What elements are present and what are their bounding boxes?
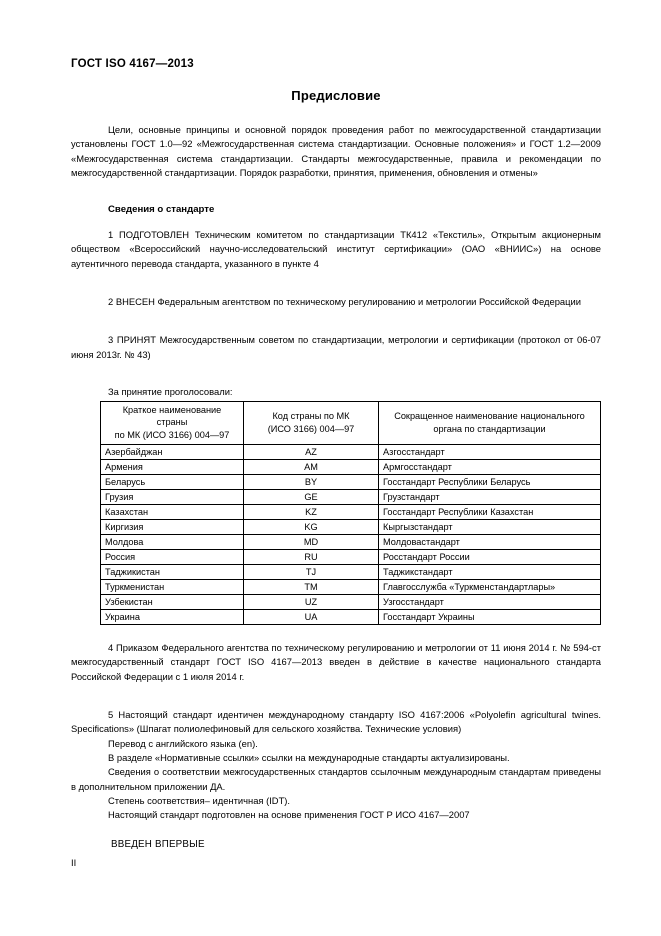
cell-country: Грузия bbox=[101, 490, 244, 505]
page-number: II bbox=[71, 857, 77, 868]
column-header-code-line1: Код страны по МК bbox=[272, 411, 350, 422]
line-basis-standard: Настоящий стандарт подготовлен на основе применения ГОСТ Р ИСО 4167—2007 bbox=[108, 809, 470, 821]
cell-country: Туркменистан bbox=[101, 580, 244, 595]
cell-country: Беларусь bbox=[101, 475, 244, 490]
cell-standards-body: Молдовастандарт bbox=[379, 535, 601, 550]
cell-standards-body: Узгосстандарт bbox=[379, 595, 601, 610]
cell-country-code: UA bbox=[244, 610, 379, 625]
table-row bbox=[101, 550, 601, 565]
cell-country: Киргизия bbox=[101, 520, 244, 535]
page-title: Предисловие bbox=[291, 88, 381, 103]
paragraph-item-1: 1 ПОДГОТОВЛЕН Техническим комитетом по стандартизации ТК412 «Текстиль», Открытым акционерным обществом «Всероссийский научно-исследовательский институт сертификации» (ОАО «ВНИИС») на основе аутентичного перевода стандарта, указанного в пункте 4 bbox=[71, 229, 601, 269]
line-normative-references: В разделе «Нормативные ссылки» ссылки на международные стандарты актуализированы. bbox=[108, 751, 510, 763]
cell-country-code: TJ bbox=[244, 565, 379, 580]
cell-country-code: TM bbox=[244, 580, 379, 595]
cell-country-code: BY bbox=[244, 475, 379, 490]
cell-standards-body: Главгосслужба «Туркменстандартлары» bbox=[379, 580, 601, 595]
cell-standards-body: Кыргызстандарт bbox=[379, 520, 601, 535]
cell-standards-body: Госстандарт Украины bbox=[379, 610, 601, 625]
table-row bbox=[101, 610, 601, 625]
cell-standards-body: Госстандарт Республики Беларусь bbox=[379, 475, 601, 490]
cell-standards-body: Азгосстандарт bbox=[379, 445, 601, 460]
column-header-code bbox=[244, 401, 379, 444]
cell-country-code: UZ bbox=[244, 595, 379, 610]
column-header-country bbox=[101, 401, 244, 444]
vote-table-body bbox=[101, 445, 601, 625]
cell-country: Украина bbox=[101, 610, 244, 625]
column-header-country-line3: по МК (ИСО 3166) 004—97 bbox=[114, 429, 230, 440]
introduced-first-time: ВВЕДЕН ВПЕРВЫЕ bbox=[111, 839, 205, 851]
table-row bbox=[101, 490, 601, 505]
paragraph-item-2: 2 ВНЕСЕН Федеральным агентством по техническому регулированию и метрологии Российской Федерации bbox=[108, 296, 581, 308]
cell-country: Таджикистан bbox=[101, 565, 244, 580]
table-row bbox=[101, 445, 601, 460]
cell-standards-body: Армгосстандарт bbox=[379, 460, 601, 475]
table-row bbox=[101, 535, 601, 550]
table-row bbox=[101, 460, 601, 475]
paragraph-intro: Цели, основные принципы и основной порядок проведения работ по межгосударственной стандартизации установлены ГОСТ 1.0—92 «Межгосударственная система стандартизации. Основные положения» и ГОСТ 1.2—2009 «Межгосударственная система стандартизации. Стандарты межгосударственные, правила и рекомендации по межгосударственной стандартизации. Порядок разработки, принятия, применения, обновления и отмены» bbox=[71, 124, 601, 178]
column-header-body bbox=[379, 401, 601, 444]
cell-country: Азербайджан bbox=[101, 445, 244, 460]
cell-country-code: KG bbox=[244, 520, 379, 535]
subheading-standard-info: Сведения о стандарте bbox=[108, 204, 215, 216]
column-header-code-line2: (ИСО 3166) 004—97 bbox=[267, 423, 355, 434]
cell-standards-body: Таджикстандарт bbox=[379, 565, 601, 580]
paragraph-item-4: 4 Приказом Федерального агентства по техническому регулированию и метрологии от 11 июня 2014 г. № 594-ст межгосударственный стандарт ГОСТ ISO 4167—2013 введен в действие в качестве национального стандарта Российской Федерации с 1 июля 2014 г. bbox=[71, 642, 601, 682]
paragraph-item-3: 3 ПРИНЯТ Межгосударственным советом по стандартизации, метрологии и сертификации (протокол от 06-07 июня 2013г. № 43) bbox=[71, 334, 601, 360]
table-row bbox=[101, 475, 601, 490]
column-header-body-line2: органа по стандартизации bbox=[433, 423, 546, 434]
cell-country: Казахстан bbox=[101, 505, 244, 520]
cell-country: Россия bbox=[101, 550, 244, 565]
column-header-body-line1: Сокращенное наименование национального bbox=[394, 411, 585, 422]
cell-country-code: AM bbox=[244, 460, 379, 475]
cell-standards-body: Грузстандарт bbox=[379, 490, 601, 505]
line-translation: Перевод с английского языка (en). bbox=[108, 737, 258, 749]
item-5-block bbox=[71, 708, 601, 822]
paragraph-item-5: 5 Настоящий стандарт идентичен международному стандарту ISO 4167:2006 «Polyolefin agricultural twines. Specifications» (Шпагат полиолефиновый для сельского хозяйства. Технические условия) bbox=[71, 709, 601, 735]
cell-standards-body: Госстандарт Республики Казахстан bbox=[379, 505, 601, 520]
column-header-country-line2: страны bbox=[156, 417, 188, 428]
line-conformity: Сведения о соответствии межгосударственных стандартов ссылочным международным стандартам приведены в дополнительном приложении ДА. bbox=[71, 766, 601, 792]
cell-country-code: RU bbox=[244, 550, 379, 565]
document-standard-number: ГОСТ ISO 4167—2013 bbox=[71, 58, 194, 70]
page-content bbox=[71, 58, 601, 853]
table-row bbox=[101, 505, 601, 520]
cell-country: Армения bbox=[101, 460, 244, 475]
cell-standards-body: Росстандарт России bbox=[379, 550, 601, 565]
line-degree-of-conformity: Степень соответствия– идентичная (IDT). bbox=[108, 794, 291, 806]
cell-country-code: MD bbox=[244, 535, 379, 550]
cell-country: Узбекистан bbox=[101, 595, 244, 610]
table-row bbox=[101, 520, 601, 535]
cell-country-code: KZ bbox=[244, 505, 379, 520]
table-row bbox=[101, 580, 601, 595]
table-header-row bbox=[101, 401, 601, 444]
column-header-country-line1: Краткое наименование bbox=[122, 404, 222, 415]
table-row bbox=[101, 595, 601, 610]
vote-table-header bbox=[101, 401, 601, 444]
cell-country-code: GE bbox=[244, 490, 379, 505]
vote-table bbox=[100, 401, 601, 625]
table-row bbox=[101, 565, 601, 580]
cell-country-code: AZ bbox=[244, 445, 379, 460]
vote-table-caption: За принятие проголосовали: bbox=[108, 385, 233, 397]
cell-country: Молдова bbox=[101, 535, 244, 550]
